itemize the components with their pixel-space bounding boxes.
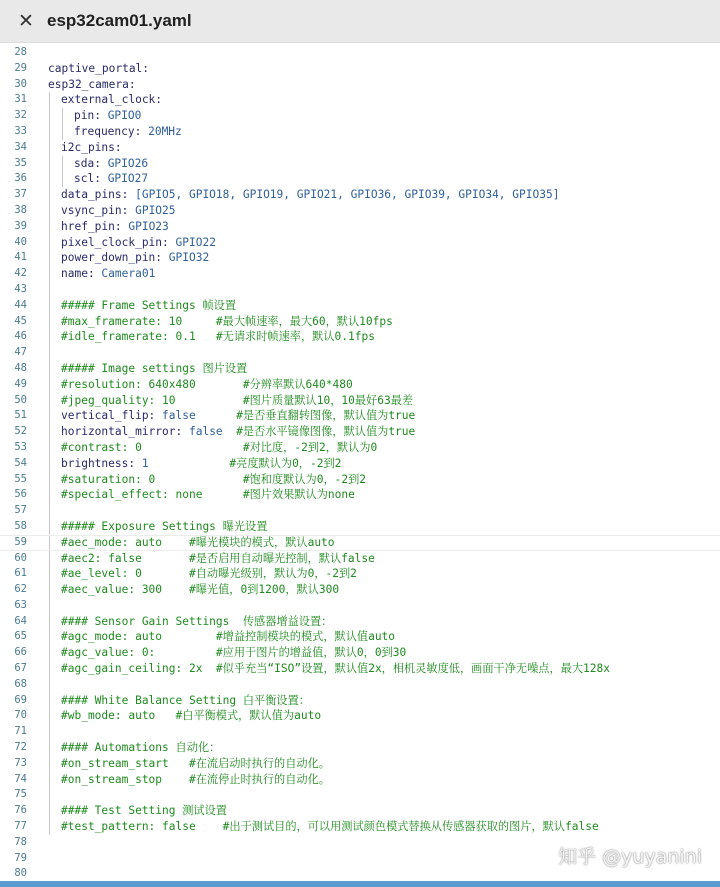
code-line[interactable] [0, 345, 720, 361]
code-line[interactable] [0, 440, 720, 456]
line-number: 44 [14, 298, 27, 311]
indent-guide [49, 156, 50, 172]
line-number: 74 [14, 772, 27, 785]
yaml-comment: #saturation: 0 #饱和度默认为0，-2到2 [61, 472, 367, 486]
line-number: 34 [14, 140, 27, 153]
indent-guide [49, 536, 50, 550]
yaml-value: GPIO27 [107, 172, 149, 186]
yaml-comment: #agc_value: 0: #应用于图片的增益值，默认0，0到30 [61, 646, 407, 660]
yaml-comment: #ae_level: 0 #自动曝光级别，默认为0，-2到2 [61, 567, 357, 581]
code-line[interactable] [0, 503, 720, 519]
code-text [61, 472, 366, 488]
code-line[interactable] [0, 266, 720, 282]
indent-guide [49, 345, 50, 361]
yaml-comment: #### Sensor Gain Settings 传感器增益设置： [61, 614, 333, 628]
line-number: 78 [14, 835, 27, 848]
yaml-comment: ##### Image settings 图片设置 [61, 361, 248, 375]
line-number: 64 [14, 614, 27, 627]
code-text [61, 582, 339, 598]
code-text [61, 756, 330, 772]
yaml-comment: ##### Frame Settings 帧设置 [61, 298, 237, 312]
code-text [48, 77, 136, 93]
indent-guide [49, 393, 50, 409]
indent-guide [49, 772, 50, 788]
code-line[interactable] [0, 772, 720, 788]
code-line[interactable] [0, 361, 720, 377]
code-line[interactable] [0, 803, 720, 819]
line-number: 29 [14, 61, 27, 74]
indent-guide [49, 740, 50, 756]
code-line[interactable] [0, 140, 720, 156]
code-text [48, 61, 149, 77]
line-number: 53 [14, 440, 27, 453]
line-number: 68 [14, 677, 27, 690]
indent-guide [49, 503, 50, 519]
yaml-key: sda: [74, 156, 108, 170]
indent-guide [49, 408, 50, 424]
indent-guide [49, 108, 50, 124]
code-line[interactable] [0, 77, 720, 93]
line-number: 51 [14, 409, 27, 422]
line-number: 77 [14, 820, 27, 833]
line-number: 37 [14, 188, 27, 201]
indent-guide [49, 124, 50, 140]
yaml-comment: #on_stream_stop #在流停止时执行的自动化。 [61, 772, 330, 786]
yaml-key: vsync_pin: [61, 203, 136, 217]
line-number: 39 [14, 219, 27, 232]
indent-guide [49, 456, 50, 472]
indent-guide [49, 582, 50, 598]
code-line[interactable] [0, 377, 720, 393]
yaml-key: horizontal_mirror: [61, 425, 189, 439]
line-number: 33 [14, 124, 27, 137]
code-text [74, 108, 141, 124]
code-text [61, 92, 162, 108]
line-number: 46 [14, 330, 27, 343]
line-number: 79 [14, 851, 27, 864]
code-line[interactable] [0, 187, 720, 203]
yaml-comment: #aec_value: 300 #曝光值，0到1200，默认300 [61, 583, 340, 597]
yaml-value: 1 [141, 456, 149, 470]
indent-guide [49, 693, 50, 709]
indent-guide [62, 156, 63, 172]
indent-guide [49, 440, 50, 456]
line-number: 70 [14, 709, 27, 722]
yaml-value: GPIO25 [135, 203, 176, 217]
code-line[interactable] [0, 45, 720, 61]
code-line[interactable] [0, 250, 720, 266]
indent-guide [49, 598, 50, 614]
yaml-comment: #jpeg_quality: 10 #图片质量默认10，10最好63最差 [61, 393, 414, 407]
code-text [61, 693, 310, 709]
yaml-key: data_pins: [61, 188, 136, 202]
code-line[interactable] [0, 424, 720, 440]
indent-guide [49, 92, 50, 108]
line-number: 58 [14, 519, 27, 532]
line-number: 60 [14, 551, 27, 564]
line-number: 62 [14, 583, 27, 596]
code-line[interactable] [0, 456, 720, 472]
code-line[interactable] [0, 519, 720, 535]
editor-tab-bar [0, 0, 720, 43]
indent-guide [62, 124, 63, 140]
code-line[interactable] [0, 598, 720, 614]
indent-guide [49, 235, 50, 251]
code-line[interactable] [0, 108, 720, 124]
line-number: 69 [14, 693, 27, 706]
code-text [61, 298, 236, 314]
code-text [61, 329, 375, 345]
yaml-comment: #special_effect: none #图片效果默认为none [61, 488, 355, 502]
code-line[interactable] [0, 582, 720, 598]
indent-guide [49, 787, 50, 803]
line-number: 43 [14, 282, 27, 295]
code-line[interactable] [0, 677, 720, 693]
yaml-key: frequency: [74, 124, 149, 138]
yaml-key: esp32_camera: [48, 77, 136, 91]
line-number: 55 [14, 472, 27, 485]
indent-guide [49, 219, 50, 235]
code-line[interactable] [0, 661, 720, 677]
code-line[interactable] [0, 235, 720, 251]
yaml-value: Camera01 [101, 267, 156, 281]
yaml-key: vertical_flip: [61, 409, 163, 423]
line-number: 66 [14, 646, 27, 659]
yaml-comment: #亮度默认为0，-2到2 [148, 456, 342, 470]
indent-guide [49, 329, 50, 345]
watermark: 知乎 @yuyanini [558, 846, 702, 868]
code-line[interactable] [0, 472, 720, 488]
code-text [61, 219, 169, 235]
yaml-value: GPIO32 [168, 251, 210, 265]
code-line[interactable] [0, 566, 720, 582]
line-number: 49 [14, 377, 27, 390]
indent-guide [49, 282, 50, 298]
yaml-key: power_down_pin: [61, 251, 169, 265]
code-text [74, 124, 182, 140]
code-editor[interactable] [0, 45, 720, 882]
indent-guide [49, 250, 50, 266]
indent-guide [49, 314, 50, 330]
indent-guide [49, 361, 50, 377]
code-line[interactable] [0, 708, 720, 724]
line-number: 59 [14, 535, 27, 548]
indent-guide [49, 708, 50, 724]
yaml-comment: #test_pattern: false #出于测试目的，可以用测试颜色模式替换从传感器获取的图片，默认false [61, 820, 599, 834]
code-text [74, 171, 148, 187]
yaml-value: false [162, 409, 196, 423]
line-number: 72 [14, 741, 27, 754]
code-text [61, 519, 267, 535]
yaml-value: GPIO23 [128, 219, 169, 233]
code-text [61, 614, 332, 630]
yaml-key: external_clock: [61, 93, 163, 107]
indent-guide [49, 661, 50, 677]
line-number: 75 [14, 788, 27, 801]
code-text [61, 819, 599, 835]
code-text [61, 266, 155, 282]
code-line[interactable] [0, 61, 720, 77]
line-number: 76 [14, 804, 27, 817]
yaml-comment: #agc_gain_ceiling: 2x #似乎充当“ISO”设置，默认值2x，相机灵敏度低，画面干净无噪点，最大128x [61, 662, 610, 676]
close-icon[interactable]: ✕ [18, 9, 34, 32]
indent-guide [49, 803, 50, 819]
indent-guide [49, 629, 50, 645]
code-line[interactable] [0, 535, 720, 551]
code-text [61, 629, 395, 645]
code-text [61, 708, 321, 724]
code-text [61, 140, 122, 156]
indent-guide [49, 551, 50, 567]
yaml-comment: #resolution: 640x480 #分辨率默认640*480 [61, 377, 353, 391]
indent-guide [49, 756, 50, 772]
yaml-key: name: [61, 267, 102, 281]
code-line[interactable] [0, 314, 720, 330]
indent-guide [49, 424, 50, 440]
line-number: 47 [14, 346, 27, 359]
code-line[interactable] [0, 156, 720, 172]
code-text [61, 536, 335, 550]
code-line[interactable] [0, 487, 720, 503]
code-line[interactable] [0, 693, 720, 709]
yaml-comment: #wb_mode: auto #白平衡模式，默认值为auto [61, 709, 322, 723]
code-text [61, 424, 415, 440]
indent-guide [49, 203, 50, 219]
code-text [61, 377, 353, 393]
indent-guide [49, 377, 50, 393]
yaml-key: captive_portal: [48, 61, 150, 75]
indent-guide [49, 187, 50, 203]
yaml-value: GPIO0 [107, 109, 142, 123]
code-text [61, 566, 357, 582]
code-text [61, 487, 355, 503]
code-line[interactable] [0, 329, 720, 345]
indent-guide [49, 724, 50, 740]
code-text [61, 551, 375, 567]
code-line[interactable] [0, 819, 720, 835]
line-number: 56 [14, 488, 27, 501]
yaml-comment: #aec_mode: auto #曝光模块的模式，默认auto [61, 535, 335, 549]
code-line[interactable] [0, 740, 720, 756]
line-number: 73 [14, 756, 27, 769]
yaml-key: pixel_clock_pin: [61, 235, 176, 249]
line-number: 35 [14, 156, 27, 169]
yaml-comment: #是否垂直翻转图像，默认值为true [195, 409, 416, 423]
line-number: 38 [14, 203, 27, 216]
yaml-key: scl: [74, 172, 108, 186]
code-line[interactable] [0, 408, 720, 424]
yaml-value: false [188, 425, 223, 439]
line-number: 28 [14, 46, 27, 58]
yaml-key: brightness: [61, 456, 142, 470]
yaml-comment: ##### Exposure Settings 曝光设置 [61, 519, 268, 533]
yaml-comment: #是否水平镜像图像，默认值为true [222, 425, 416, 439]
code-line[interactable] [0, 629, 720, 645]
line-number: 63 [14, 598, 27, 611]
yaml-comment: #### Test Setting 测试设置 [61, 804, 227, 818]
indent-guide [49, 677, 50, 693]
code-line[interactable] [0, 645, 720, 661]
code-line[interactable] [0, 282, 720, 298]
code-text [61, 661, 610, 677]
line-number: 32 [14, 109, 27, 122]
code-text [61, 361, 247, 377]
yaml-key: pin: [74, 109, 108, 123]
code-text [61, 740, 220, 756]
line-number: 50 [14, 393, 27, 406]
line-number: 61 [14, 567, 27, 580]
yaml-comment: #idle_framerate: 0.1 #无请求时帧速率，默认0.1fps [61, 330, 375, 344]
code-text [61, 772, 330, 788]
line-number: 45 [14, 314, 27, 327]
indent-guide [49, 171, 50, 187]
code-line[interactable] [0, 92, 720, 108]
indent-guide [49, 519, 50, 535]
yaml-comment: #max_framerate: 10 #最大帧速率，最大60，默认10fps [61, 314, 393, 328]
line-number: 41 [14, 251, 27, 264]
yaml-value: GPIO22 [175, 235, 216, 249]
file-title: esp32cam01.yaml [47, 11, 192, 30]
code-text [61, 187, 559, 203]
indent-guide [62, 108, 63, 124]
code-text [61, 314, 393, 330]
bottom-border [0, 881, 720, 887]
yaml-comment: #contrast: 0 #对比度，-2到2，默认为0 [61, 440, 378, 454]
indent-guide [49, 472, 50, 488]
line-number: 40 [14, 235, 27, 248]
code-text [61, 250, 209, 266]
indent-guide [49, 266, 50, 282]
line-number: 30 [14, 77, 27, 90]
line-number: 80 [14, 867, 27, 880]
indent-guide [49, 645, 50, 661]
line-number: 57 [14, 504, 27, 517]
indent-guide [49, 140, 50, 156]
yaml-comment: #### Automations 自动化： [61, 741, 221, 755]
yaml-key: i2c_pins: [61, 140, 122, 154]
code-line[interactable] [0, 219, 720, 235]
code-line[interactable] [0, 124, 720, 140]
code-text [61, 408, 415, 424]
line-number: 42 [14, 267, 27, 280]
code-line[interactable] [0, 171, 720, 187]
code-text [74, 156, 148, 172]
code-text [61, 235, 216, 251]
line-number: 52 [14, 425, 27, 438]
code-text [61, 803, 227, 819]
code-text [61, 440, 377, 456]
yaml-comment: #### White Balance Setting 白平衡设置： [61, 693, 310, 707]
code-text [61, 456, 341, 472]
yaml-comment: #aec2: false #是否启用自动曝光控制，默认false [61, 551, 375, 565]
line-number: 36 [14, 172, 27, 185]
code-line[interactable] [0, 787, 720, 803]
line-number: 71 [14, 725, 27, 738]
code-line[interactable] [0, 756, 720, 772]
line-number: 65 [14, 630, 27, 643]
line-number: 48 [14, 361, 27, 374]
indent-guide [49, 487, 50, 503]
indent-guide [49, 298, 50, 314]
indent-guide [49, 614, 50, 630]
line-number: 54 [14, 456, 27, 469]
code-line[interactable] [0, 203, 720, 219]
yaml-value: GPIO26 [107, 156, 149, 170]
yaml-key: href_pin: [61, 219, 129, 233]
indent-guide [49, 566, 50, 582]
code-line[interactable] [0, 298, 720, 314]
yaml-comment: #agc_mode: auto #增益控制模块的模式，默认值auto [61, 630, 396, 644]
code-line[interactable] [0, 614, 720, 630]
code-line[interactable] [0, 393, 720, 409]
indent-guide [49, 819, 50, 835]
indent-guide [62, 171, 63, 187]
line-number: 67 [14, 662, 27, 675]
line-number: 31 [14, 93, 27, 106]
yaml-comment: #on_stream_start #在流启动时执行的自动化。 [61, 756, 330, 770]
yaml-value: [GPIO5, GPIO18, GPIO19, GPIO21, GPIO36, GPIO39, GPIO34, GPIO35] [135, 188, 560, 202]
code-line[interactable] [0, 724, 720, 740]
code-text [61, 645, 406, 661]
code-text [61, 203, 176, 219]
yaml-value: 20MHz [148, 124, 182, 138]
code-line[interactable] [0, 551, 720, 567]
code-text [61, 393, 413, 409]
